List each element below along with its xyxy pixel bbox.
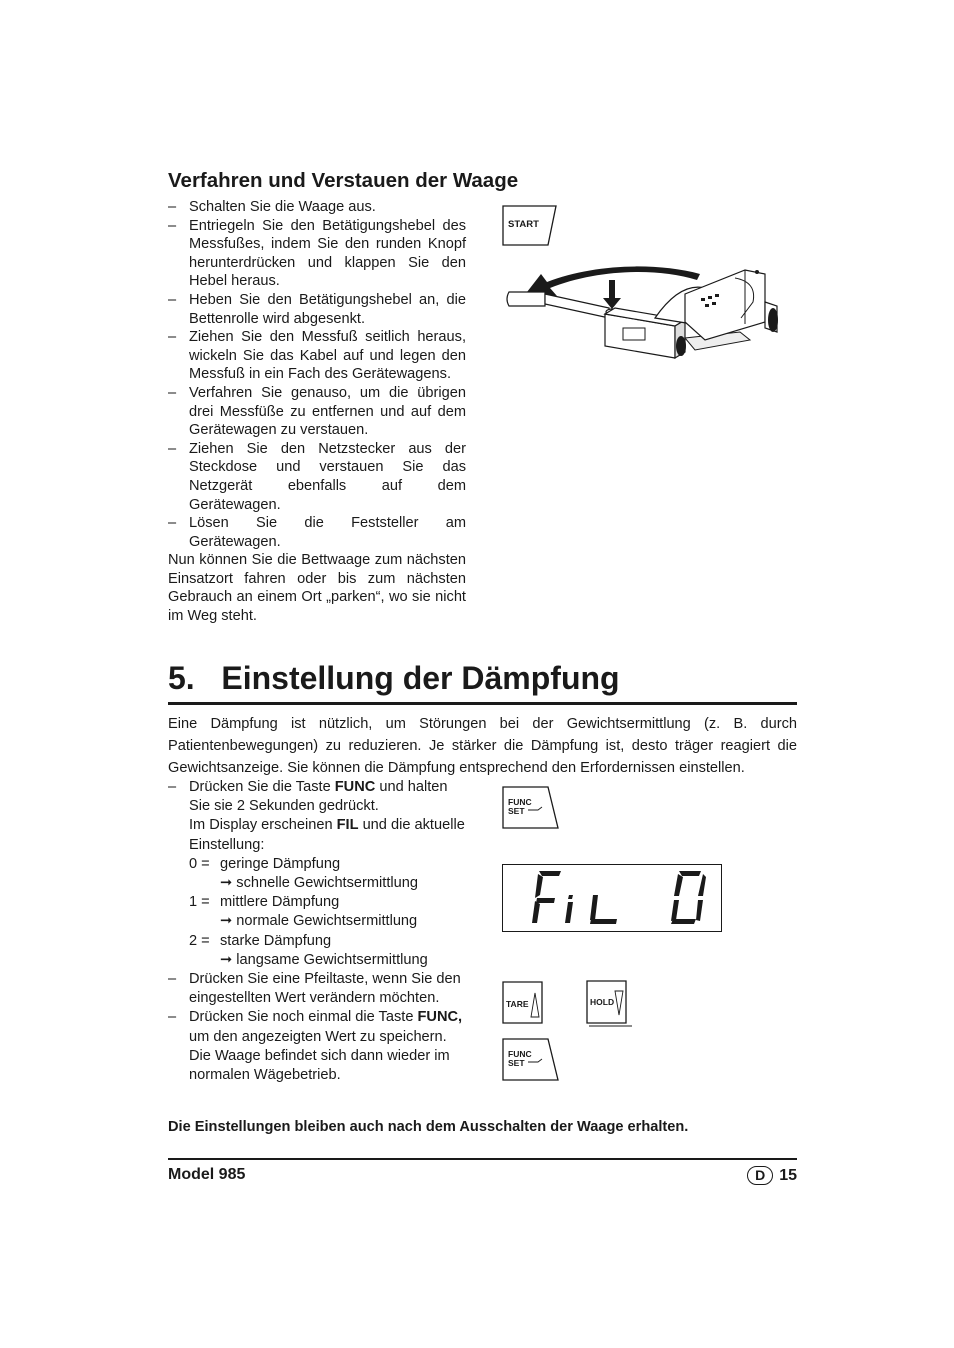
page-number-area xyxy=(747,1166,797,1185)
arrow-icon: ➞ xyxy=(220,951,233,968)
func-key-label: FUNC xyxy=(508,1049,532,1059)
damping-steps xyxy=(168,778,466,1085)
func-set-key-icon xyxy=(502,786,560,830)
settings-note: Die Einstellungen bleiben auch nach dem Ausschalten der Waage erhalten. xyxy=(168,1119,689,1135)
instruction-list xyxy=(168,198,466,551)
option-result: ➞ schnelle Gewichtsermittlung xyxy=(220,875,418,892)
arrow-icon: ➞ xyxy=(220,875,233,892)
damping-options xyxy=(168,855,466,970)
list-item: – Schalten Sie die Waage aus. xyxy=(168,198,466,217)
step-text: und halten Sie sie 2 Sekunden gedrückt. xyxy=(189,779,448,815)
option-row: 2 = starke Dämpfung xyxy=(189,932,332,949)
model-label: Model 985 xyxy=(168,1166,246,1183)
footer-rule xyxy=(168,1158,797,1160)
heading-rule xyxy=(168,702,797,705)
step-text: Drücken Sie die Taste xyxy=(189,779,335,795)
option-row: 1 = mittlere Dämpfung xyxy=(189,894,340,911)
page-number: 15 xyxy=(779,1166,797,1184)
func-key-name: FUNC xyxy=(334,779,376,795)
list-item: – Lösen Sie die Feststeller am Gerätewagen. xyxy=(168,514,466,551)
option-row: 0 = geringe Dämpfung xyxy=(189,855,341,872)
step-text: Drücken Sie noch einmal die Taste xyxy=(189,1009,418,1026)
scale-lever-illustration xyxy=(505,262,785,362)
set-key-label: SET xyxy=(508,1058,525,1068)
start-key-label: START xyxy=(508,219,539,230)
set-key-label: SET xyxy=(508,806,525,816)
steps-list xyxy=(168,778,466,816)
fil-code: FIL xyxy=(336,817,359,834)
steps-list xyxy=(168,970,466,1085)
step-text: um den angezeigten Wert zu speichern. Die Waage befindet sich dann wieder im normalen Wägebetrieb. xyxy=(189,1028,450,1084)
tare-key-icon xyxy=(502,981,546,1025)
option-result: ➞ langsame Gewichtsermittlung xyxy=(220,951,428,968)
hold-key-icon xyxy=(586,979,634,1027)
list-item xyxy=(168,778,466,816)
list-item: – Verfahren Sie genauso, um die übrigen drei Messfüße zu entfernen und auf dem Gerätewagen zu verstauen. xyxy=(168,384,466,440)
tare-key-label: TARE xyxy=(506,999,529,1009)
instructions-column xyxy=(168,198,466,626)
hold-key-label: HOLD xyxy=(590,997,615,1007)
list-item: – Ziehen Sie den Messfuß seitlich heraus, wickeln Sie das Kabel auf und legen den Messfuß in ein Fach des Gerätewagens. xyxy=(168,328,466,384)
chapter-heading: 5. Einstellung der Dämpfung xyxy=(168,660,620,696)
language-badge: D xyxy=(747,1166,773,1185)
list-item xyxy=(168,1008,466,1085)
closing-paragraph: Nun können Sie die Bettwaage zum nächsten Einsatzort fahren oder bis zum nächsten Gebrauch an einem Ort „parken“, wo sie nicht im Weg steht. xyxy=(168,552,466,625)
section-heading: Verfahren und Verstauen der Waage xyxy=(168,169,519,192)
arrow-icon: ➞ xyxy=(220,913,233,930)
lcd-display xyxy=(502,864,722,932)
option-result: ➞ normale Gewichtsermittlung xyxy=(220,913,418,930)
list-item: – Entriegeln Sie den Betätigungshebel des Messfußes, indem Sie den runden Knopf herunterdrücken und klappen Sie den Hebel heraus. xyxy=(168,217,466,291)
seven-segment-readout xyxy=(503,865,720,930)
func-key-name: FUNC, xyxy=(417,1009,463,1026)
func-set-key-icon xyxy=(502,1038,560,1082)
intro-paragraph: Eine Dämpfung ist nützlich, um Störungen bei der Gewichtsermittlung (z. B. durch Patientenbewegungen) zu reduzieren. Je stärker die Dämpfung ist, desto träger reagiert die Gewichtsanzeige. Sie können die Dämpfung entsprechend den Erfordernissen einstellen. xyxy=(168,716,797,776)
list-item: – Ziehen Sie den Netzstecker aus der Steckdose und verstauen Sie das Netzgerät ebenfalls auf dem Gerätewagen. xyxy=(168,440,466,514)
step-text: und die aktuelle Einstellung: xyxy=(189,817,465,853)
func-key-label: FUNC xyxy=(508,797,532,807)
start-key-icon xyxy=(502,205,558,247)
list-item: – Drücken Sie eine Pfeiltaste, wenn Sie den eingestellten Wert verändern möchten. xyxy=(168,970,466,1008)
display-description xyxy=(168,816,466,854)
list-item: – Heben Sie den Betätigungshebel an, die Bettenrolle wird abgesenkt. xyxy=(168,291,466,328)
step-text: Im Display erscheinen xyxy=(189,817,337,834)
